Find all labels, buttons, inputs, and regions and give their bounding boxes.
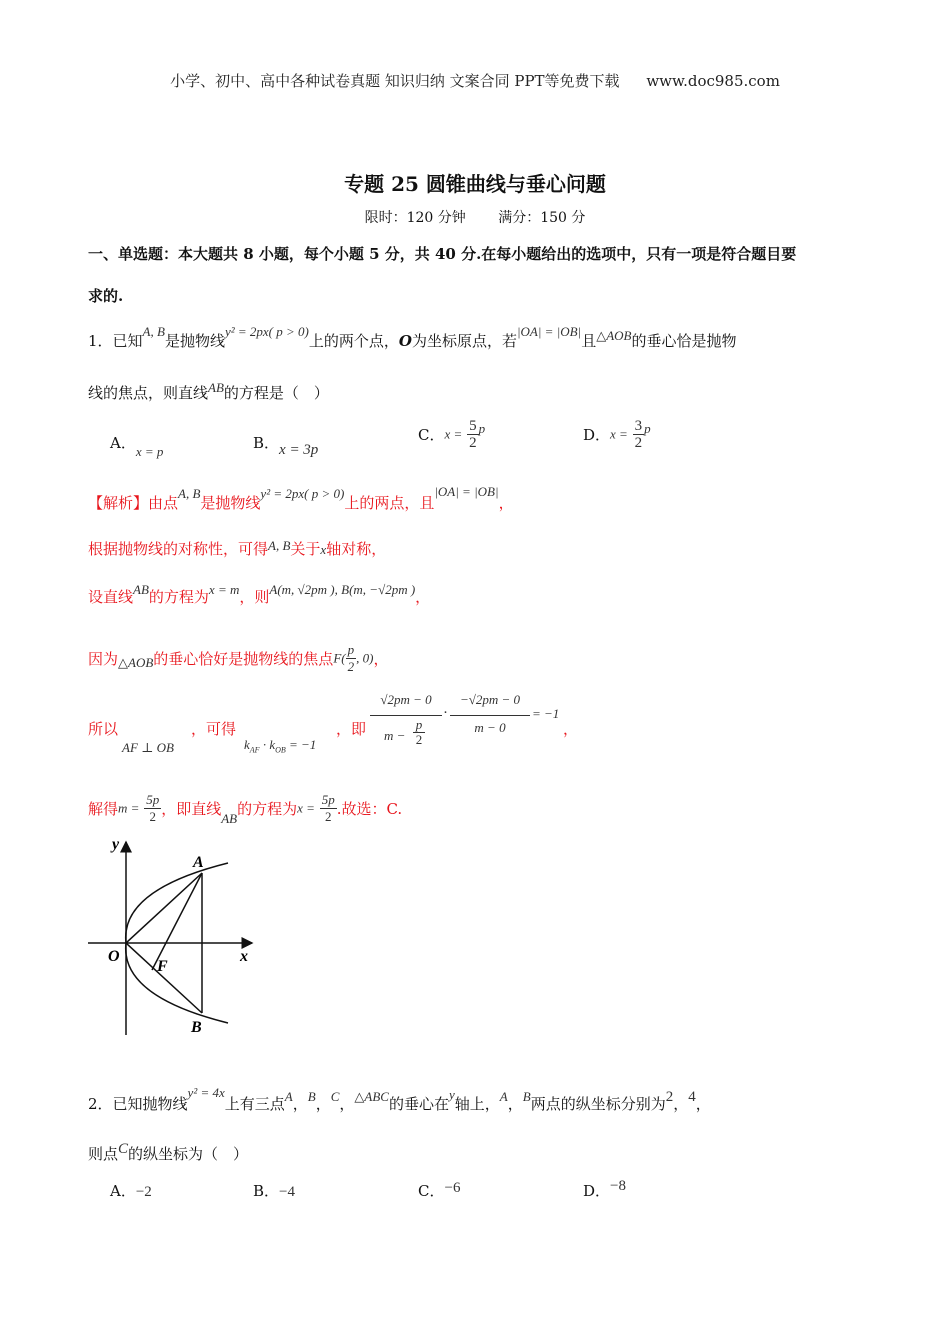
sol-math: OB xyxy=(275,745,286,755)
q2-math: C xyxy=(118,1141,129,1157)
label-a: A xyxy=(193,854,204,871)
sol1-line5-d: ， xyxy=(563,720,579,738)
sol-math: , 0) xyxy=(356,650,374,666)
sol1-frac2-den: m − 0 xyxy=(474,720,506,735)
sol1-line3 xyxy=(88,582,431,607)
option-value: −8 xyxy=(610,1178,626,1194)
q2-text: ， xyxy=(315,1095,331,1113)
q1-text: 的垂心恰是抛物 xyxy=(631,332,737,350)
sol1-slope-product xyxy=(244,737,316,755)
frac-num: 5p xyxy=(321,792,335,807)
q1-math-oa-ob: |OA| = |OB| xyxy=(516,324,582,339)
sol1-line5-a xyxy=(88,718,118,739)
q1-text: 且 xyxy=(581,332,597,350)
q1-math-ab: A, B xyxy=(142,324,165,339)
q2-text: ， xyxy=(339,1095,355,1113)
sol-math: AB xyxy=(133,582,149,597)
sol-math: x xyxy=(320,542,327,557)
sol1-frac1-subfrac xyxy=(413,718,425,747)
q2-text: 的垂心在 xyxy=(388,1095,449,1113)
sol-text: 【解析】由点 xyxy=(88,494,179,512)
q2-option-d[interactable] xyxy=(583,1180,626,1201)
q1-text: 是抛物线 xyxy=(164,332,225,350)
q2-line1 xyxy=(88,1085,711,1114)
q1-option-d[interactable] xyxy=(583,418,651,451)
sol-text: 根据抛物线的对称性，可得 xyxy=(88,540,269,558)
option-value: −6 xyxy=(444,1180,461,1196)
sol-text: 因为 xyxy=(88,650,119,668)
sol1-eq: = −1 xyxy=(532,706,560,721)
page-header xyxy=(0,70,950,91)
page-title: 专题 25 圆锥曲线与垂心问题 xyxy=(344,172,606,196)
frac-den: 2 xyxy=(415,732,423,747)
sol-text: ， xyxy=(415,588,431,606)
frac-den: 2 xyxy=(347,659,355,674)
option-label: A． xyxy=(110,434,136,452)
q1-option-a[interactable] xyxy=(110,432,164,459)
q2-math: A xyxy=(284,1089,293,1104)
sol-text: 的方程为 xyxy=(148,588,209,606)
q2-math: y² = 4x xyxy=(187,1085,225,1100)
sol-text: ，则 xyxy=(239,588,270,606)
q2-math: A xyxy=(499,1089,508,1104)
label-x: x xyxy=(240,948,248,965)
sol1-line4 xyxy=(88,642,388,675)
sol-text: 轴对称， xyxy=(326,540,387,558)
q1-option-b[interactable] xyxy=(253,432,319,458)
option-value: −2 xyxy=(135,1184,152,1200)
sol-text: 是抛物线 xyxy=(200,494,261,512)
option-expr: x = 3p xyxy=(279,442,319,458)
parabola-figure xyxy=(80,830,270,1045)
q2-text: 上有三点 xyxy=(224,1095,285,1113)
q1-math-line-ab: AB xyxy=(208,380,224,395)
option-label: C． xyxy=(418,1182,445,1200)
sol-math: |OA| = |OB| xyxy=(434,484,499,499)
q2-text: 2．已知抛物线 xyxy=(88,1095,188,1113)
q1-text: 上的两个点， xyxy=(308,332,399,350)
q1-option-c[interactable] xyxy=(418,418,485,451)
q2-math: 2 xyxy=(665,1089,674,1105)
sol-math: F( xyxy=(333,650,346,666)
q2-math: C xyxy=(330,1089,340,1104)
sol-text: 的方程为 xyxy=(237,800,298,818)
sol-math: △AOB xyxy=(118,654,154,670)
sol1-frac2-bar xyxy=(450,715,530,716)
option-expr: p xyxy=(478,420,486,436)
option-label: D． xyxy=(583,426,611,444)
sol1-frac2-num: −√2pm − 0 xyxy=(459,692,521,707)
sol1-line2 xyxy=(88,538,386,559)
sol-math: x = xyxy=(297,800,315,816)
q2-math: y xyxy=(448,1087,455,1102)
option-expr: p xyxy=(644,420,651,436)
sol-math: m = xyxy=(118,800,140,816)
sol1-line5-b: ，可得 xyxy=(191,720,237,738)
frac-num: 3 xyxy=(634,418,643,434)
sol-fraction xyxy=(346,642,357,675)
segment-af xyxy=(152,873,202,970)
sol-text: ， xyxy=(498,494,514,512)
q1-line2 xyxy=(88,382,329,403)
sol1-frac1-num: √2pm − 0 xyxy=(380,692,432,707)
frac-den: 2 xyxy=(469,435,477,451)
full-score: 满分：150 分 xyxy=(498,210,586,226)
sol1-frac1-bar xyxy=(370,715,442,716)
sol1-line6 xyxy=(88,792,402,825)
option-expr: x = xyxy=(444,426,463,442)
sol1-dot: · xyxy=(443,705,448,721)
q1-origin-o: O xyxy=(398,332,412,350)
sol-math: x = m xyxy=(208,582,240,597)
page-subtitle xyxy=(0,207,950,227)
option-expr: x = p xyxy=(135,444,164,459)
sol-math: A, B xyxy=(268,538,291,553)
q1-text: 为坐标原点，若 xyxy=(411,332,517,350)
sol-fraction xyxy=(144,792,161,825)
sol-text: 的垂心恰好是抛物线的焦点 xyxy=(153,650,334,668)
section-heading-line1: 一、单选题：本大题共 8 小题，每个小题 5 分，共 40 分.在每小题给出的选项中，只有一项是符合题目要 xyxy=(88,245,797,263)
sol-text: 上的两点，且 xyxy=(344,494,435,512)
label-b: B xyxy=(191,1019,202,1036)
sol-text: 关于 xyxy=(290,540,321,558)
q1-text: 线的焦点，则直线 xyxy=(88,384,209,402)
sol-text: .故选：C. xyxy=(336,800,403,818)
sol-math: A(m, √2pm ), B(m, −√2pm ) xyxy=(269,582,416,597)
sol1-line1 xyxy=(88,484,514,513)
sol-text: ， xyxy=(373,650,389,668)
frac-num: 5 xyxy=(469,418,477,434)
frac-den: 2 xyxy=(634,435,643,451)
q2-math: B xyxy=(522,1089,531,1104)
sol-text: 解得 xyxy=(88,800,119,818)
sol1-frac1-den: m − xyxy=(384,728,406,743)
q2-text: ， xyxy=(673,1095,689,1113)
option-fraction xyxy=(467,418,479,451)
sol-math: y² = 2px( p > 0) xyxy=(260,486,345,501)
sol-math: AF xyxy=(249,745,260,755)
label-o: O xyxy=(108,948,120,965)
label-f: F xyxy=(157,958,168,975)
option-label: D． xyxy=(583,1182,611,1200)
q1-line1 xyxy=(88,324,737,351)
header-url: www.doc985.com xyxy=(646,72,780,90)
time-limit: 限时：120 分钟 xyxy=(364,210,466,226)
label-y: y xyxy=(112,836,120,853)
q2-option-a[interactable] xyxy=(110,1180,152,1201)
frac-den: 2 xyxy=(149,809,156,824)
option-fraction xyxy=(633,418,645,451)
frac-num: p xyxy=(347,642,355,657)
q2-option-c[interactable] xyxy=(418,1180,460,1201)
q2-math: △ABC xyxy=(354,1089,389,1104)
option-label: A． xyxy=(110,1182,136,1200)
q1-text: 的方程是（ ） xyxy=(223,384,329,402)
q1-math-parabola: y² = 2px( p > 0) xyxy=(224,324,309,339)
q1-math-triangle: △AOB xyxy=(596,328,632,343)
q2-option-b[interactable] xyxy=(253,1180,295,1201)
q2-text: ， xyxy=(507,1095,523,1113)
q2-text: 的纵坐标为（ ） xyxy=(128,1145,249,1163)
header-text: 小学、初中、高中各种试卷真题 知识归纳 文案合同 PPT等免费下载 xyxy=(170,72,620,90)
sol-fraction xyxy=(320,792,337,825)
sol-text: ，即直线 xyxy=(161,800,222,818)
sol-math: = −1 xyxy=(285,737,317,752)
option-expr: x = xyxy=(610,426,628,442)
sol-math: AB xyxy=(221,810,238,826)
frac-num: p xyxy=(413,718,425,733)
sol-math: A, B xyxy=(178,486,201,501)
option-label: C． xyxy=(418,426,445,444)
q1-text: 1．已知 xyxy=(88,332,143,350)
option-value: −4 xyxy=(279,1184,295,1200)
q2-math: 4 xyxy=(688,1089,696,1105)
q2-text: ， xyxy=(292,1095,308,1113)
frac-den: 2 xyxy=(324,809,332,824)
section-heading-line2: 求的. xyxy=(88,287,124,305)
q2-text: 两点的纵坐标分别为 xyxy=(530,1095,666,1113)
sol1-line5-c: ，即 xyxy=(336,720,367,738)
sol-math: k xyxy=(244,737,250,752)
option-label: B． xyxy=(253,434,280,452)
frac-num: 5p xyxy=(146,792,160,807)
sol-text: 所以 xyxy=(88,720,119,738)
sol-math: · k xyxy=(259,737,276,752)
q2-text: ， xyxy=(695,1095,711,1113)
q2-text: 轴上， xyxy=(454,1095,500,1113)
q2-text: 则点 xyxy=(88,1145,119,1163)
q2-line2 xyxy=(88,1143,248,1164)
sol1-af-perp-ob: AF ⊥ OB xyxy=(122,740,174,755)
sol-text: 设直线 xyxy=(88,588,134,606)
q2-math: B xyxy=(307,1089,316,1104)
option-label: B． xyxy=(253,1182,280,1200)
